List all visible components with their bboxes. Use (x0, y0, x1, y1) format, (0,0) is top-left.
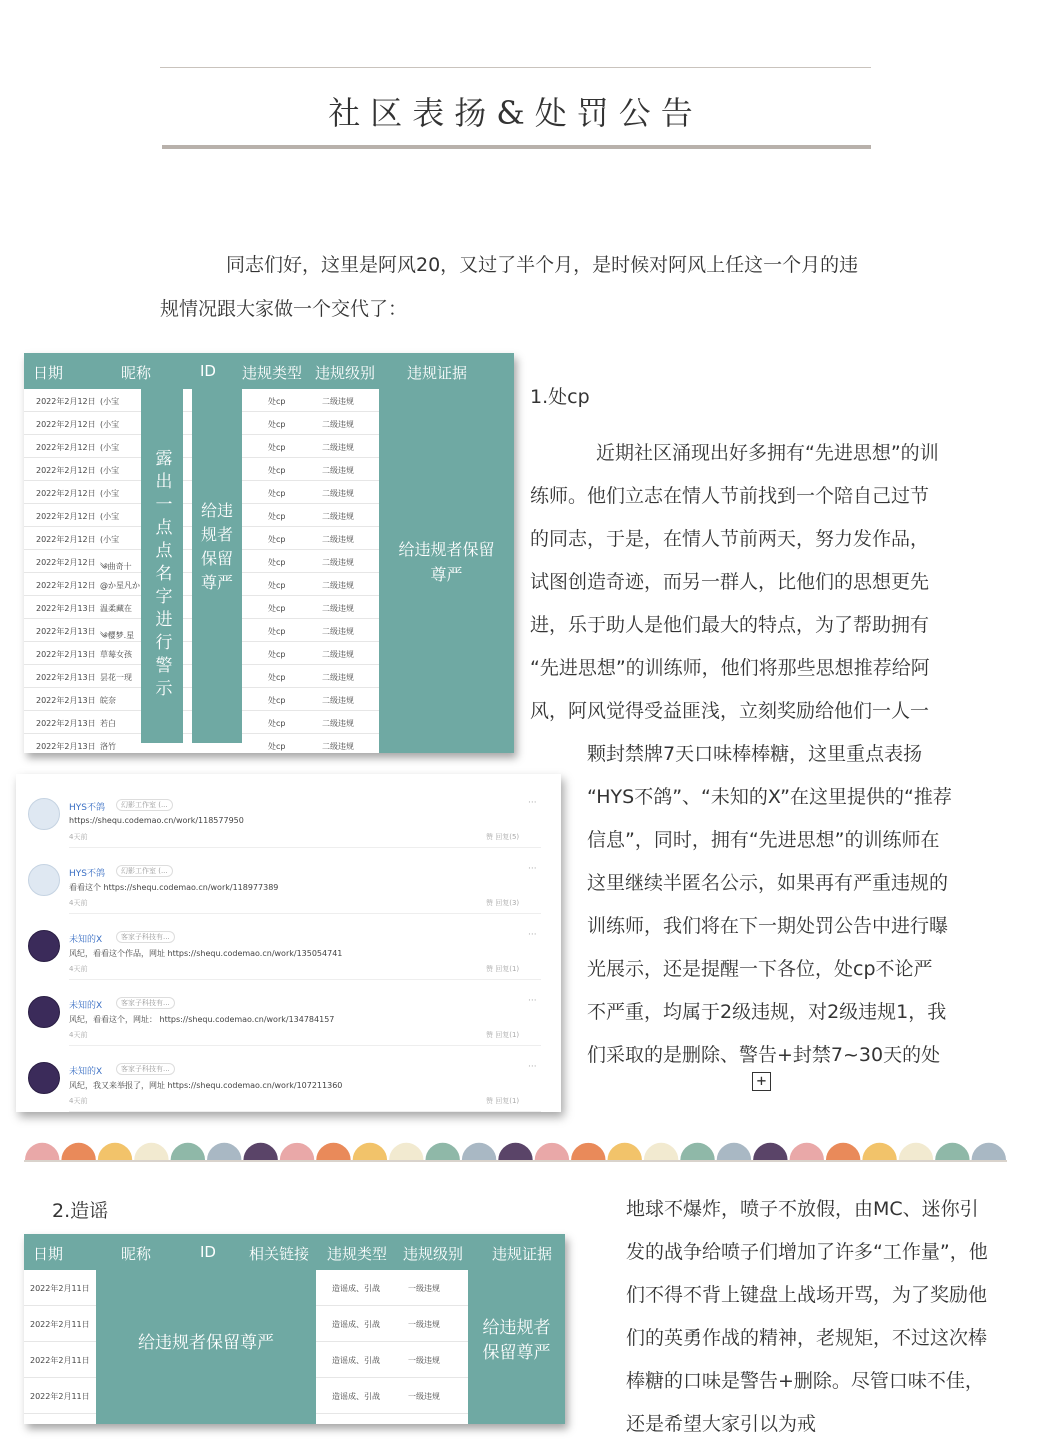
cell-type: 处cp (268, 558, 286, 567)
section-1-text-a (530, 432, 1010, 733)
cell-level: 二级违规 (322, 512, 354, 521)
scallop-shape (535, 1143, 569, 1160)
comment-time: 4天前 (69, 1097, 88, 1105)
cell-nickname: @か星凡か (100, 581, 140, 590)
cell-level: 二级违规 (322, 558, 354, 567)
scallop-shape (753, 1143, 787, 1160)
cell-level: 二级违规 (322, 581, 354, 590)
cell-date: 2022年2月12日 (36, 535, 96, 544)
cell-date: 2022年2月12日 (36, 489, 96, 498)
more-icon[interactable]: ··· (528, 930, 537, 940)
cell-type: 处cp (268, 512, 286, 521)
cell-type: 造谣成、引战 (332, 1284, 380, 1293)
scallop-shape (608, 1143, 642, 1160)
cell-type: 处cp (268, 489, 286, 498)
comment-divider (69, 1111, 541, 1112)
scallop-shape (425, 1143, 459, 1160)
id-mask (192, 389, 242, 743)
cell-date: 2022年2月11日 (30, 1320, 90, 1329)
cell-type: 处cp (268, 397, 286, 406)
t2-header-id: ID (200, 1243, 216, 1261)
cell-type: 处cp (268, 742, 286, 751)
cell-nickname: (小宝 (100, 466, 120, 475)
cell-type: 处cp (268, 604, 286, 613)
text-line: 进，乐于助人是他们最大的特点，为了帮助拥有 (530, 614, 930, 636)
more-icon[interactable]: ··· (528, 864, 537, 874)
header-evidence: 违规证据 (407, 364, 468, 382)
cell-date: 2022年2月13日 (36, 650, 96, 659)
avatar[interactable] (28, 1062, 60, 1094)
avatar[interactable] (28, 798, 60, 830)
cell-date: 2022年2月13日 (36, 604, 96, 613)
scallop-shape (717, 1143, 751, 1160)
comment-actions[interactable]: 赞 回复(5) (486, 833, 520, 841)
scallop-shape (171, 1143, 205, 1160)
cell-level: 二级违规 (322, 604, 354, 613)
text-line: 近期社区涌现出好多拥有“先进思想”的训 (596, 442, 939, 464)
cell-nickname: 皖奈 (100, 696, 116, 705)
cell-type: 造谣成、引战 (332, 1320, 380, 1329)
author-badge: 幻影工作室 (... (116, 799, 173, 811)
avatar[interactable] (28, 996, 60, 1028)
comment-item (16, 848, 561, 914)
cell-date: 2022年2月11日 (30, 1284, 90, 1293)
avatar[interactable] (28, 864, 60, 896)
text-line: “先进思想”的训练师，他们将那些思想推荐给阿 (530, 657, 930, 679)
cell-type: 处cp (268, 627, 286, 636)
comment-text: 风纪，看看这个，网址： https://shequ.codemao.cn/work/134784157 (69, 1015, 335, 1024)
scallop-shape (98, 1143, 132, 1160)
evidence-mask-text: 给违规者保留尊严 (398, 540, 495, 584)
scallop-shape (134, 1143, 168, 1160)
cell-date: 2022年2月12日 (36, 420, 96, 429)
cell-type: 造谣成、引战 (332, 1356, 380, 1365)
more-icon[interactable]: ··· (528, 1062, 537, 1072)
report-comments (16, 774, 561, 1112)
t2-merged-mask-text: 给违规者保留尊严 (138, 1333, 274, 1353)
comment-author[interactable]: 未知的X (69, 935, 103, 945)
comment-item (16, 782, 561, 848)
cell-level: 二级违规 (322, 696, 354, 705)
divider-baseline (24, 1160, 1007, 1162)
cell-date: 2022年2月11日 (30, 1392, 90, 1401)
text-line: 还是希望大家引以为戒 (626, 1413, 817, 1435)
cell-level: 二级违规 (322, 719, 354, 728)
scallop-shape (862, 1143, 896, 1160)
text-line: 发的战争给喷子们增加了许多“工作量”，他 (626, 1241, 988, 1263)
header-date: 日期 (33, 364, 64, 382)
comment-item (16, 914, 561, 980)
comment-actions[interactable]: 赞 回复(3) (486, 899, 520, 907)
scallop-shape (316, 1143, 350, 1160)
violation-table-1 (24, 353, 514, 753)
top-rule (160, 67, 871, 68)
comment-text: https://shequ.codemao.cn/work/118577950 (69, 816, 244, 825)
cell-nickname: 温柔藏在 (100, 604, 132, 613)
cell-level: 二级违规 (322, 650, 354, 659)
cell-nickname: (小宝 (100, 489, 120, 498)
cell-type: 处cp (268, 535, 286, 544)
header-nickname: 昵称 (121, 364, 152, 382)
cell-level: 二级违规 (322, 420, 354, 429)
cell-date: 2022年2月12日 (36, 397, 96, 406)
scallop-shape (972, 1143, 1006, 1160)
scallop-shape (935, 1143, 969, 1160)
cell-date: 2022年2月12日 (36, 581, 96, 590)
comment-author[interactable]: HYS不鸽 (69, 869, 105, 879)
cell-nickname: ༄曲奇十 (100, 562, 132, 571)
comment-item (16, 1046, 561, 1112)
cell-type: 处cp (268, 696, 286, 705)
scallop-divider (24, 1136, 1007, 1162)
comment-actions[interactable]: 赞 回复(1) (486, 965, 520, 973)
text-line: 颗封禁牌7天口味棒棒糖，这里重点表扬 (587, 743, 923, 765)
t2-header-type: 违规类型 (327, 1245, 388, 1263)
scallop-shape (680, 1143, 714, 1160)
cell-level: 一级违规 (408, 1320, 440, 1329)
scallop-shape (571, 1143, 605, 1160)
cell-date: 2022年2月12日 (36, 443, 96, 452)
author-badge: 幻影工作室 (... (116, 865, 173, 877)
text-line: 光展示，还是提醒一下各位，处cp不论严 (587, 958, 933, 980)
text-line: 们的英勇作战的精神，老规矩，不过这次棒 (626, 1327, 988, 1349)
section-2-text (626, 1188, 1044, 1446)
comment-item (16, 980, 561, 1046)
cell-date: 2022年2月12日 (36, 512, 96, 521)
cell-nickname: 洛竹 (100, 742, 116, 751)
t2-header-link: 相关链接 (249, 1245, 310, 1263)
text-line: 们不得不背上键盘上战场开骂，为了奖励他 (626, 1284, 988, 1306)
cell-date: 2022年2月13日 (36, 696, 96, 705)
comment-time: 4天前 (69, 965, 88, 973)
cell-nickname: (小宝 (100, 397, 120, 406)
intro-paragraph (160, 243, 860, 331)
cell-date: 2022年2月12日 (36, 466, 96, 475)
id-mask-text: 给违规者保留尊严 (200, 501, 233, 592)
cell-level: 二级违规 (322, 673, 354, 682)
text-line: “HYS不鸽”、“未知的X”在这里提供的“推荐 (587, 786, 952, 808)
cell-level: 一级违规 (408, 1284, 440, 1293)
scallop-shape (389, 1143, 423, 1160)
scallop-shape (826, 1143, 860, 1160)
scallop-shape (353, 1143, 387, 1160)
cell-type: 处cp (268, 443, 286, 452)
cell-nickname: 若白 (100, 719, 116, 728)
text-line: 训练师，我们将在下一期处罚公告中进行曝 (587, 915, 949, 937)
comment-actions[interactable]: 赞 回复(1) (486, 1031, 520, 1039)
evidence-mask (379, 389, 514, 753)
section-2-label: 2.造谣 (52, 1200, 109, 1222)
comment-time: 4天前 (69, 1031, 88, 1039)
cell-type: 处cp (268, 673, 286, 682)
cell-nickname: (小宝 (100, 443, 120, 452)
comment-text: 风纪，看看这个作品，网址 https://shequ.codemao.cn/work/135054741 (69, 949, 343, 958)
comment-author[interactable]: 未知的X (69, 1067, 103, 1077)
text-line: 地球不爆炸，喷子不放假，由MC、迷你引 (626, 1198, 979, 1220)
scallop-shape (207, 1143, 241, 1160)
title-underline (162, 145, 871, 149)
avatar[interactable] (28, 930, 60, 962)
scallop-shape (61, 1143, 95, 1160)
cell-nickname: (小宝 (100, 535, 120, 544)
text-line: 信息”，同时，拥有“先进思想”的训练师在 (587, 829, 940, 851)
author-badge: 客家子科技有... (116, 931, 175, 943)
t2-merged-mask (96, 1270, 316, 1424)
comment-author[interactable]: HYS不鸽 (69, 803, 105, 813)
cell-type: 处cp (268, 719, 286, 728)
comment-author[interactable]: 未知的X (69, 1001, 103, 1011)
scallop-shape (243, 1143, 277, 1160)
cell-type: 处cp (268, 420, 286, 429)
t2-evidence-mask (468, 1270, 565, 1424)
cell-type: 造谣成、引战 (332, 1392, 380, 1401)
text-line: 练师。他们立志在情人节前找到一个陪自己过节 (530, 485, 930, 507)
cell-level: 一级违规 (408, 1392, 440, 1401)
cell-level: 二级违规 (322, 535, 354, 544)
text-line: 棒糖的口味是警告+删除。尽管口味不佳， (626, 1370, 984, 1392)
cell-type: 处cp (268, 466, 286, 475)
cell-nickname: 草莓女孩 (100, 650, 132, 659)
cell-level: 二级违规 (322, 466, 354, 475)
cell-level: 二级违规 (322, 627, 354, 636)
intro-text: 同志们好，这里是阿风20，又过了半个月，是时候对阿风上任这一个月的违规情况跟大家做一个交代了： (160, 254, 859, 320)
cell-date: 2022年2月13日 (36, 742, 96, 751)
cell-date: 2022年2月13日 (36, 627, 96, 636)
text-line: 的同志，于是，在情人节前两天，努力发作品， (530, 528, 930, 550)
text-line: 们采取的是删除、警告+封禁7~30天的处 (587, 1044, 941, 1066)
comment-time: 4天前 (69, 899, 88, 907)
scallop-shape (790, 1143, 824, 1160)
nickname-mask (141, 389, 183, 743)
cell-level: 二级违规 (322, 443, 354, 452)
nickname-mask-text: 露出一点点名字进行警示 (151, 448, 172, 702)
comment-text: 看看这个 https://shequ.codemao.cn/work/118977389 (69, 883, 279, 892)
cell-date: 2022年2月13日 (36, 719, 96, 728)
scallop-shape (462, 1143, 496, 1160)
t2-header-evidence: 违规证据 (492, 1245, 553, 1263)
text-line: 试图创造奇迹，而另一群人，比他们的思想更先 (530, 571, 930, 593)
more-icon[interactable]: ··· (528, 996, 537, 1006)
scallop-shape (498, 1143, 532, 1160)
cell-type: 处cp (268, 581, 286, 590)
scallop-shape (899, 1143, 933, 1160)
scallop-shape (25, 1143, 59, 1160)
comment-actions[interactable]: 赞 回复(1) (486, 1097, 520, 1105)
t2-evidence-mask-text: 给违规者保留尊严 (482, 1318, 551, 1363)
table-1-header (24, 353, 514, 389)
text-line: 这里继续半匿名公示，如果再有严重违规的 (587, 872, 949, 894)
t2-header-date: 日期 (33, 1245, 64, 1263)
cell-nickname: 昙花一现 (100, 673, 132, 682)
header-level: 违规级别 (315, 364, 376, 382)
cell-type: 处cp (268, 650, 286, 659)
comment-time: 4天前 (69, 833, 88, 841)
cell-nickname: (小宝 (100, 420, 120, 429)
expand-icon[interactable]: + (752, 1072, 771, 1091)
cell-nickname: (小宝 (100, 512, 120, 521)
cell-level: 二级违规 (322, 489, 354, 498)
section-1-label: 1.处cp (530, 386, 590, 408)
more-icon[interactable]: ··· (528, 798, 537, 808)
text-line: 不严重，均属于2级违规，对2级违规1，我 (587, 1001, 947, 1023)
header-type: 违规类型 (242, 364, 303, 382)
cell-level: 二级违规 (322, 742, 354, 751)
scallop-shape (280, 1143, 314, 1160)
comment-text: 风纪，我又来举报了，网址 https://shequ.codemao.cn/work/107211360 (69, 1081, 343, 1090)
section-1-text-b (587, 733, 1027, 1077)
author-badge: 客家子科技有... (116, 1063, 175, 1075)
t2-header-nickname: 昵称 (121, 1245, 152, 1263)
cell-date: 2022年2月11日 (30, 1356, 90, 1365)
cell-nickname: ༄樱梦.星 (100, 631, 135, 640)
cell-date: 2022年2月12日 (36, 558, 96, 567)
cell-level: 二级违规 (322, 397, 354, 406)
table-2-header (24, 1234, 565, 1270)
cell-date: 2022年2月13日 (36, 673, 96, 682)
author-badge: 客家子科技有... (116, 997, 175, 1009)
violation-table-2 (24, 1234, 565, 1424)
scallop-shape (644, 1143, 678, 1160)
cell-level: 一级违规 (408, 1356, 440, 1365)
t2-header-level: 违规级别 (403, 1245, 464, 1263)
header-id: ID (200, 362, 216, 380)
text-line: 风，阿风觉得受益匪浅，立刻奖励给他们一人一 (530, 700, 930, 722)
page-title: 社区表扬&处罚公告 (328, 94, 703, 132)
